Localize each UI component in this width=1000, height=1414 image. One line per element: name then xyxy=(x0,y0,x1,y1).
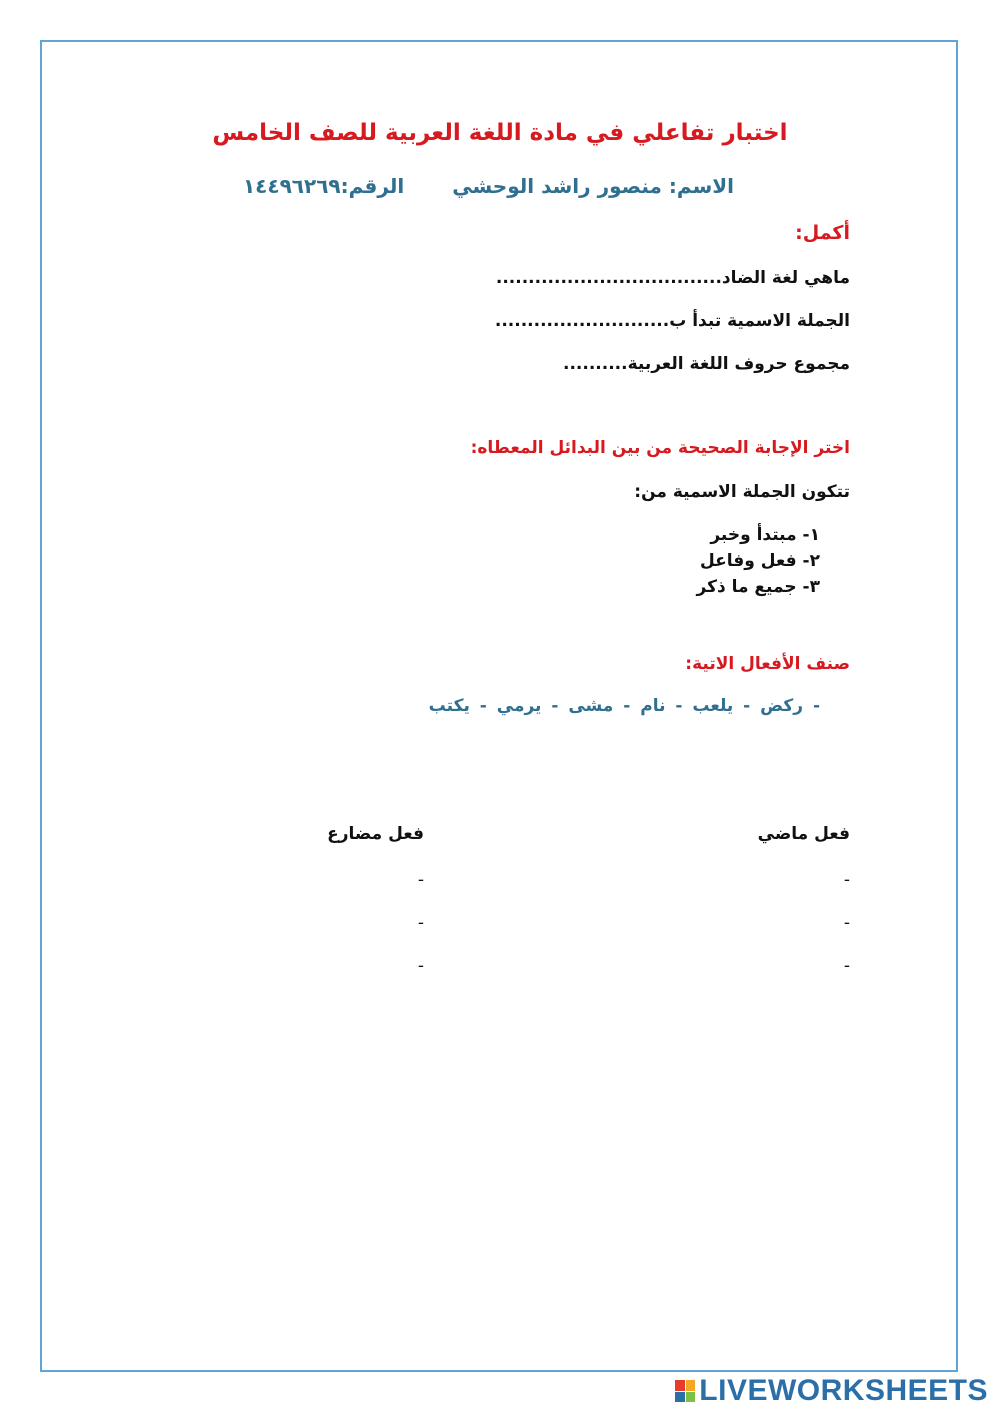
complete-question-1: ماهي لغة الضاد................................... xyxy=(495,268,850,288)
choice-heading: اختر الإجابة الصحيحة من بين البدائل المعطاه: xyxy=(470,438,850,458)
verbs-list: - ركض - يلعب - نام - مشى - يرمي - يكتب xyxy=(428,696,820,716)
choice-option-1[interactable]: ١- مبتدأ وخبر xyxy=(710,525,820,545)
student-id: الرقم:١٤٤٩٦٢٦٩ xyxy=(242,174,405,198)
complete-heading: أكمل: xyxy=(795,222,850,244)
past-answer-slot[interactable]: - xyxy=(843,870,850,890)
column-past-heading: فعل ماضي xyxy=(757,824,850,844)
present-answer-slot[interactable]: - xyxy=(417,870,424,890)
page-title: اختبار تفاعلي في مادة اللغة العربية للصف الخامس xyxy=(212,120,788,146)
student-info xyxy=(243,174,734,198)
complete-question-2: الجملة الاسمية تبدأ ب........................... xyxy=(494,311,850,331)
choice-option-2[interactable]: ٢- فعل وفاعل xyxy=(699,551,820,571)
present-answer-slot[interactable]: - xyxy=(417,913,424,933)
column-present-heading: فعل مضارع xyxy=(327,824,424,844)
complete-question-3: مجموع حروف اللغة العربية.......... xyxy=(563,354,850,374)
student-name: الاسم: منصور راشد الوحشي xyxy=(452,174,734,198)
brand-text: LIVEWORKSHEETS xyxy=(699,1374,988,1407)
past-answer-slot[interactable]: - xyxy=(843,956,850,976)
classify-heading: صنف الأفعال الاتية: xyxy=(685,654,850,674)
past-answer-slot[interactable]: - xyxy=(843,913,850,933)
choice-option-3[interactable]: ٣- جميع ما ذكر xyxy=(696,577,820,597)
choice-options xyxy=(697,522,821,600)
choice-question: تتكون الجملة الاسمية من: xyxy=(634,482,850,502)
liveworksheets-brand[interactable] xyxy=(675,1374,988,1408)
liveworksheets-logo-icon xyxy=(675,1380,695,1402)
present-answer-slot[interactable]: - xyxy=(417,956,424,976)
